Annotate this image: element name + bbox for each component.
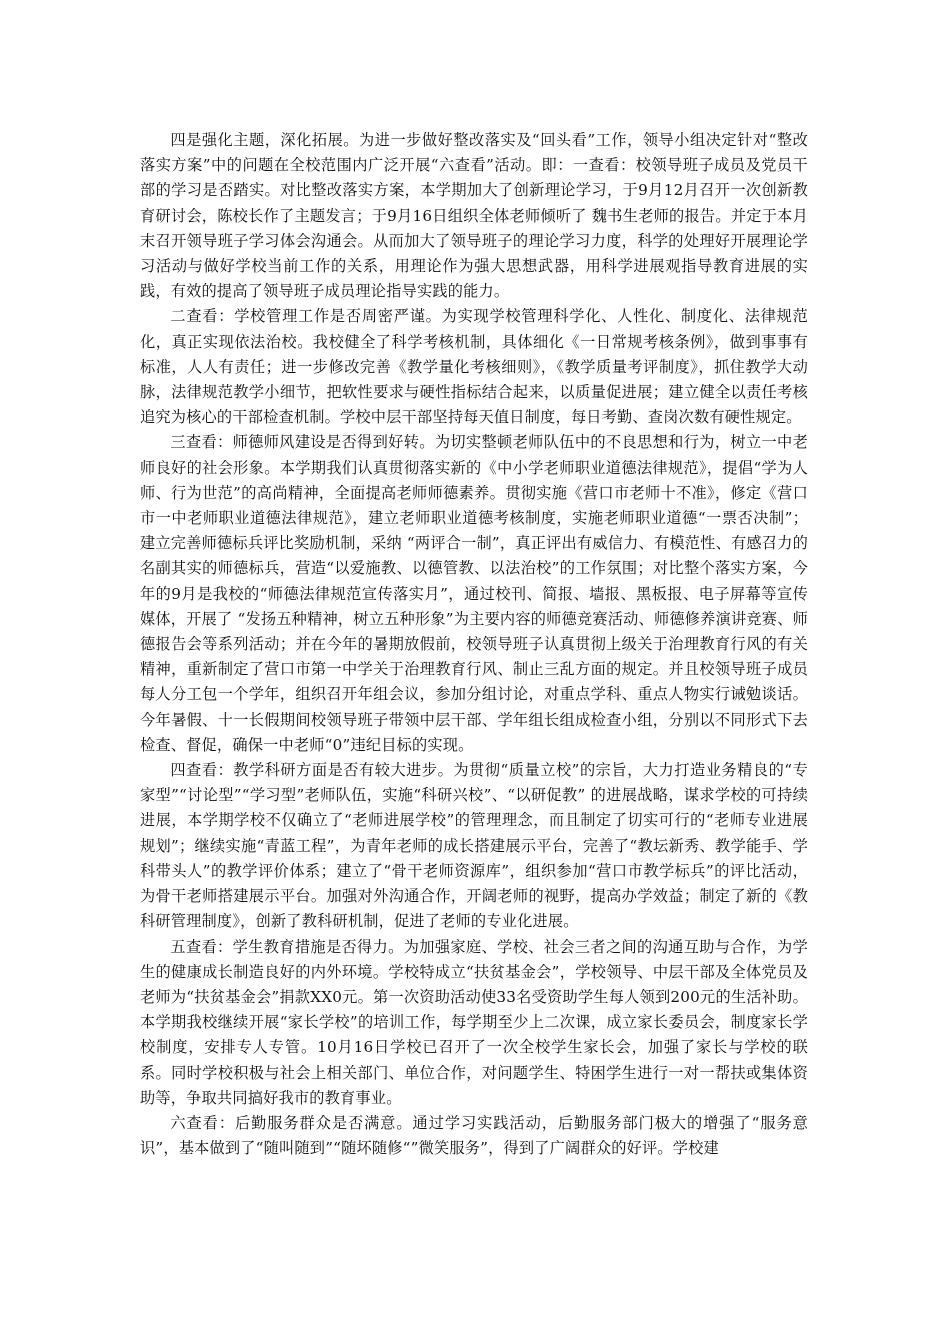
document-page	[140, 128, 808, 1161]
paragraph-check-3: 三查看：师德师风建设是否得到好转。为切实整顿老师队伍中的不良思想和行为，树立一中老师良好的社会形象。本学期我们认真贯彻落实新的《中小学老师职业道德法律规范》，提倡“学为人师、行为世范”的高尚精神，全面提高老师师德素养。贯彻实施《营口市老师十不准》，修定《营口市一中老师职业道德法律规范》，建立老师职业道德考核制度，实施老师职业道德“一票否决制”；建立完善师德标兵评比奖励机制，采纳 “两评合一制”，真正评出有威信力、有模范性、有感召力的名副其实的师德标兵，营造“以爱施教、以德管教、以法治校”的工作氛围；对比整个落实方案，今年的9月是我校的“师德法律规范宣传落实月”，通过校刊、简报、墙报、黑板报、电子屏幕等宣传媒体，开展了 “发扬五种精神，树立五种形象”为主要内容的师德竞赛活动、师德修养演讲竞赛、师德报告会等系列活动；并在今年的暑期放假前，校领导班子认真贯彻上级关于治理教育行风的有关精神，重新制定了营口市第一中学关于治理教育行风、制止三乱方面的规定。并且校领导班子成员每人分工包一个学年，组织召开年组会议，参加分组讨论，对重点学科、重点人物实行诫勉谈话。今年暑假、十一长假期间校领导班子带领中层干部、学年组长组成检查小组，分别以不同形式下去检查、督促，确保一中老师“0”违纪目标的实现。	[140, 433, 808, 754]
paragraph-check-4: 四查看：教学科研方面是否有较大进步。为贯彻“质量立校”的宗旨，大力打造业务精良的“专家型”“讨论型”“学习型”老师队伍，实施“科研兴校”、“以研促教” 的进展战略，谋求学校的可持续进展，本学期学校不仅确立了“老师进展学校”的管理理念，而且制定了切实可行的“老师专业进展规划”；继续实施“青蓝工程”，为青年老师的成长搭建展示平台，完善了“教坛新秀、教学能手、学科带头人”的教学评价体系；建立了“骨干老师资源库”，组织参加“营口市教学标兵”的评比活动，为骨干老师搭建展示平台。加强对外沟通合作，开阔老师的视野，提高办学效益；制定了新的《教科研管理制度》，创新了教科研机制，促进了老师的专业化进展。	[140, 761, 808, 931]
paragraph-check-2: 二查看：学校管理工作是否周密严谨。为实现学校管理科学化、人性化、制度化、法律规范化，真正实现依法治校。我校健全了科学考核机制，具体细化《一日常规考核条例》，做到事事有标准，人人有责任；进一步修改完善《教学量化考核细则》，《教学质量考评制度》，抓住教学大动脉，法律规范教学小细节，把软性要求与硬性指标结合起来，以质量促进展；建立健全以责任考核追究为核心的干部检查机制。学校中层干部坚持每天值日制度，每日考勤、查岗次数有硬性规定。	[140, 307, 808, 427]
paragraph-check-5: 五查看：学生教育措施是否得力。为加强家庭、学校、社会三者之间的沟通互助与合作，为学生的健康成长制造良好的内外环境。学校特成立“扶贫基金会”，学校领导、中层干部及全体党员及老师为“扶贫基金会”捐款XX0元。第一次资助活动使33名受资助学生每人领到200元的生活补助。本学期我校继续开展“家长学校”的培训工作，每学期至少上二次课，成立家长委员会，制度家长学校制度，安排专人专管。10月16日学校已召开了一次全校学生家长会，加强了家长与学校的联系。同时学校积极与社会上相关部门、单位合作，对问题学生、特困学生进行一对一帮扶或集体资助等，争取共同搞好我市的教育事业。	[140, 937, 808, 1107]
paragraph-check-6: 六查看：后勤服务群众是否满意。通过学习实践活动，后勤服务部门极大的增强了“服务意识”，基本做到了“随叫随到”“随坏随修“”微笑服务”，得到了广阔群众的好评。学校建	[140, 1113, 808, 1158]
paragraph-intro: 四是强化主题，深化拓展。为进一步做好整改落实及“回头看”工作，领导小组决定针对“整改落实方案”中的问题在全校范围内广泛开展“六查看”活动。即：一查看：校领导班子成员及党员干部的学习是否踏实。对比整改落实方案，本学期加大了创新理论学习，于9月12月召开一次创新教育研讨会，陈校长作了主题发言；于9月16日组织全体老师倾听了 魏书生老师的报告。并定于本月末召开领导班子学习体会沟通会。从而加大了领导班子的理论学习力度，科学的处理好开展理论学习活动与做好学校当前工作的关系，用理论作为强大思想武器，用科学进展观指导教育进展的实践，有效的提高了领导班子成员理论指导实践的能力。	[140, 131, 808, 301]
